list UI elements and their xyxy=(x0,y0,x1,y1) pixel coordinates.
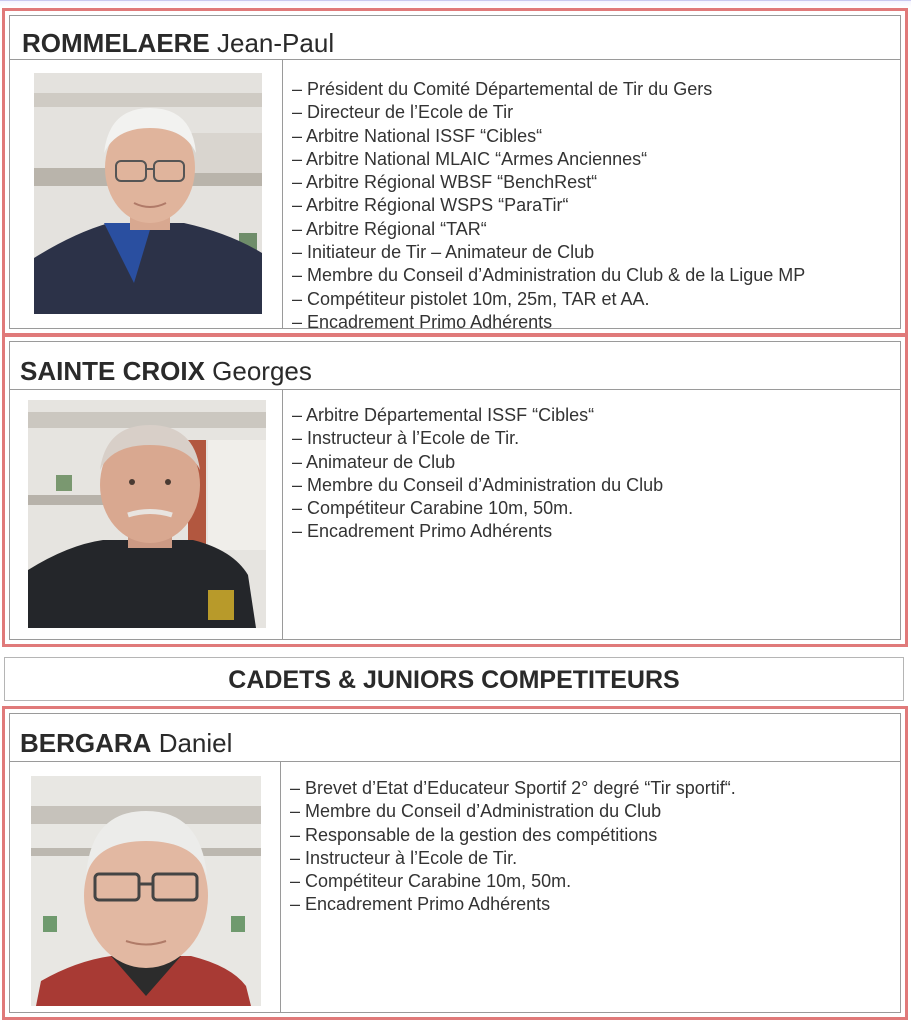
member-photo xyxy=(34,73,262,314)
role-item: – Responsable de la gestion des compétitions xyxy=(290,824,736,847)
role-item: – Encadrement Primo Adhérents xyxy=(292,520,663,543)
role-item: – Arbitre Régional “TAR“ xyxy=(292,218,805,241)
member-last-name: SAINTE CROIX xyxy=(20,356,205,386)
member-roles-list xyxy=(292,404,663,544)
role-item: – Membre du Conseil d’Administration du Club xyxy=(290,800,736,823)
role-item: – Arbitre Régional WSPS “ParaTir“ xyxy=(292,194,805,217)
member-last-name: BERGARA xyxy=(20,728,152,758)
role-item: – Arbitre National ISSF “Cibles“ xyxy=(292,125,805,148)
role-item: – Instructeur à l’Ecole de Tir. xyxy=(290,847,736,870)
member-name xyxy=(10,714,900,762)
role-item: – Compétiteur Carabine 10m, 50m. xyxy=(290,870,736,893)
member-name xyxy=(10,342,900,390)
role-item: – Instructeur à l’Ecole de Tir. xyxy=(292,427,663,450)
member-first-name: Jean-Paul xyxy=(217,28,335,58)
role-item: – Membre du Conseil d’Administration du Club xyxy=(292,474,663,497)
member-card-rommelaere xyxy=(2,8,908,336)
role-item: – Directeur de l’Ecole de Tir xyxy=(292,101,805,124)
member-card-sainte-croix xyxy=(2,334,908,647)
member-roles-list xyxy=(292,78,805,334)
section-heading: CADETS & JUNIORS COMPETITEURS xyxy=(4,657,904,701)
member-photo xyxy=(31,776,261,1006)
role-item: – Compétiteur Carabine 10m, 50m. xyxy=(292,497,663,520)
role-item: – Arbitre Régional WBSF “BenchRest“ xyxy=(292,171,805,194)
member-photo xyxy=(28,400,266,628)
role-item: – Animateur de Club xyxy=(292,451,663,474)
role-item: – Membre du Conseil d’Administration du Club & de la Ligue MP xyxy=(292,264,805,287)
role-item: – Arbitre Départemental ISSF “Cibles“ xyxy=(292,404,663,427)
role-item: – Compétiteur pistolet 10m, 25m, TAR et AA. xyxy=(292,288,805,311)
top-edge xyxy=(0,0,911,7)
member-card-bergara xyxy=(2,706,908,1020)
member-first-name: Daniel xyxy=(158,728,233,758)
role-item: – Brevet d’Etat d’Educateur Sportif 2° degré “Tir sportif“. xyxy=(290,777,736,800)
role-item: – Encadrement Primo Adhérents xyxy=(292,311,805,334)
role-item: – Initiateur de Tir – Animateur de Club xyxy=(292,241,805,264)
role-item: – Président du Comité Départemental de Tir du Gers xyxy=(292,78,805,101)
member-roles-list xyxy=(290,777,736,917)
member-first-name: Georges xyxy=(212,356,312,386)
role-item: – Arbitre National MLAIC “Armes Anciennes“ xyxy=(292,148,805,171)
member-last-name: ROMMELAERE xyxy=(22,28,210,58)
member-name xyxy=(10,16,900,60)
role-item: – Encadrement Primo Adhérents xyxy=(290,893,736,916)
